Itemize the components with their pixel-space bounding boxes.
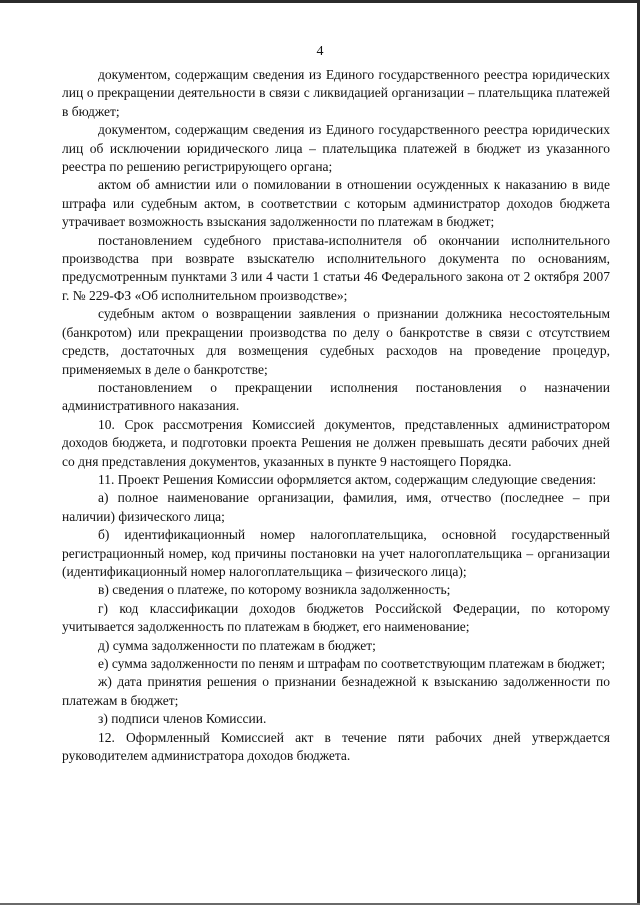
- paragraph-item-12: 12. Оформленный Комиссией акт в течение пяти рабочих дней утверждается руководителем администратора доходов бюджета.: [62, 729, 610, 764]
- paragraph-item-11-v: в) сведения о платеже, по которому возникла задолженность;: [98, 582, 451, 598]
- paragraph-item-11-d: д) сумма задолженности по платежам в бюджет;: [98, 637, 376, 653]
- paragraph-bankruptcy-act: судебным актом о возвращении заявления о признании должника несостоятельным (банкротом) или прекращении производства по делу о банкротстве в связи с отсутствием средств, достаточных для возмещения судебных расходов на проведение процедур, применяемых в деле о банкротстве;: [62, 306, 610, 377]
- paragraph-egrul-exclusion: документом, содержащим сведения из Единого государственного реестра юридических лиц об исключении юридического лица – плательщика платежей в бюджет из указанного реестра по решению регистрирующего органа;: [62, 122, 610, 175]
- paragraph-item-11-e: е) сумма задолженности по пеням и штрафам по соответствующим платежам в бюджет;: [98, 656, 606, 671]
- paragraph-item-11-zh: ж) дата принятия решения о признании безнадежной к взысканию задолженности по платежам в бюджет;: [62, 674, 610, 708]
- paragraph-termination-resolution: постановлением о прекращении исполнения постановления о назначении административного наказания.: [62, 379, 610, 414]
- paragraph-item-10: 10. Срок рассмотрения Комиссией документов, представленных администратором доходов бюджета, и подготовки проекта Решения не должен превышать десяти рабочих дней со дня представления документов, указанных в пункте 9 настоящего Порядка.: [62, 416, 610, 469]
- paragraph-item-11-a: а) полное наименование организации, фамилия, имя, отчество (последнее – при наличии) физического лица;: [62, 490, 610, 524]
- paragraph-bailiff-resolution: постановлением судебного пристава-исполнителя об окончании исполнительного производства при возврате взыскателю исполнительного документа по основаниям, предусмотренным пунктами 3 или 4 части 1 статьи 46 Федерального закона от 2 октября 2007 г. № 229-ФЗ «Об исполнительном производстве»;: [62, 232, 610, 303]
- scan-border-top: [0, 0, 640, 3]
- paragraph-item-11-z: з) подписи членов Комиссии.: [98, 711, 267, 727]
- paragraph-item-11-g: г) код классификации доходов бюджетов Российской Федерации, по которому учитывается задолженность по платежам в бюджет, его наименование;: [62, 600, 610, 635]
- document-body: [62, 66, 610, 765]
- page-number: 4: [316, 44, 324, 59]
- paragraph-amnesty-act: актом об амнистии или о помиловании в отношении осужденных к наказанию в виде штрафа или судебным актом, в соответствии с которым администратор доходов бюджета утрачивает возможность взыскания задолженности по платежам в бюджет;: [62, 177, 610, 230]
- paragraph-egrul-liquidation: документом, содержащим сведения из Единого государственного реестра юридических лиц о прекращении деятельности в связи с ликвидацией организации – плательщика платежей в бюджет;: [62, 67, 610, 119]
- paragraph-item-11-b: б) идентификационный номер налогоплательщика, основной государственный регистрационный номер, код причины постановки на учет налогоплательщика – организации (идентификационный номер налогоплательщика – физического лица);: [62, 527, 610, 579]
- paragraph-item-11: 11. Проект Решения Комиссии оформляется актом, содержащим следующие сведения:: [98, 471, 597, 487]
